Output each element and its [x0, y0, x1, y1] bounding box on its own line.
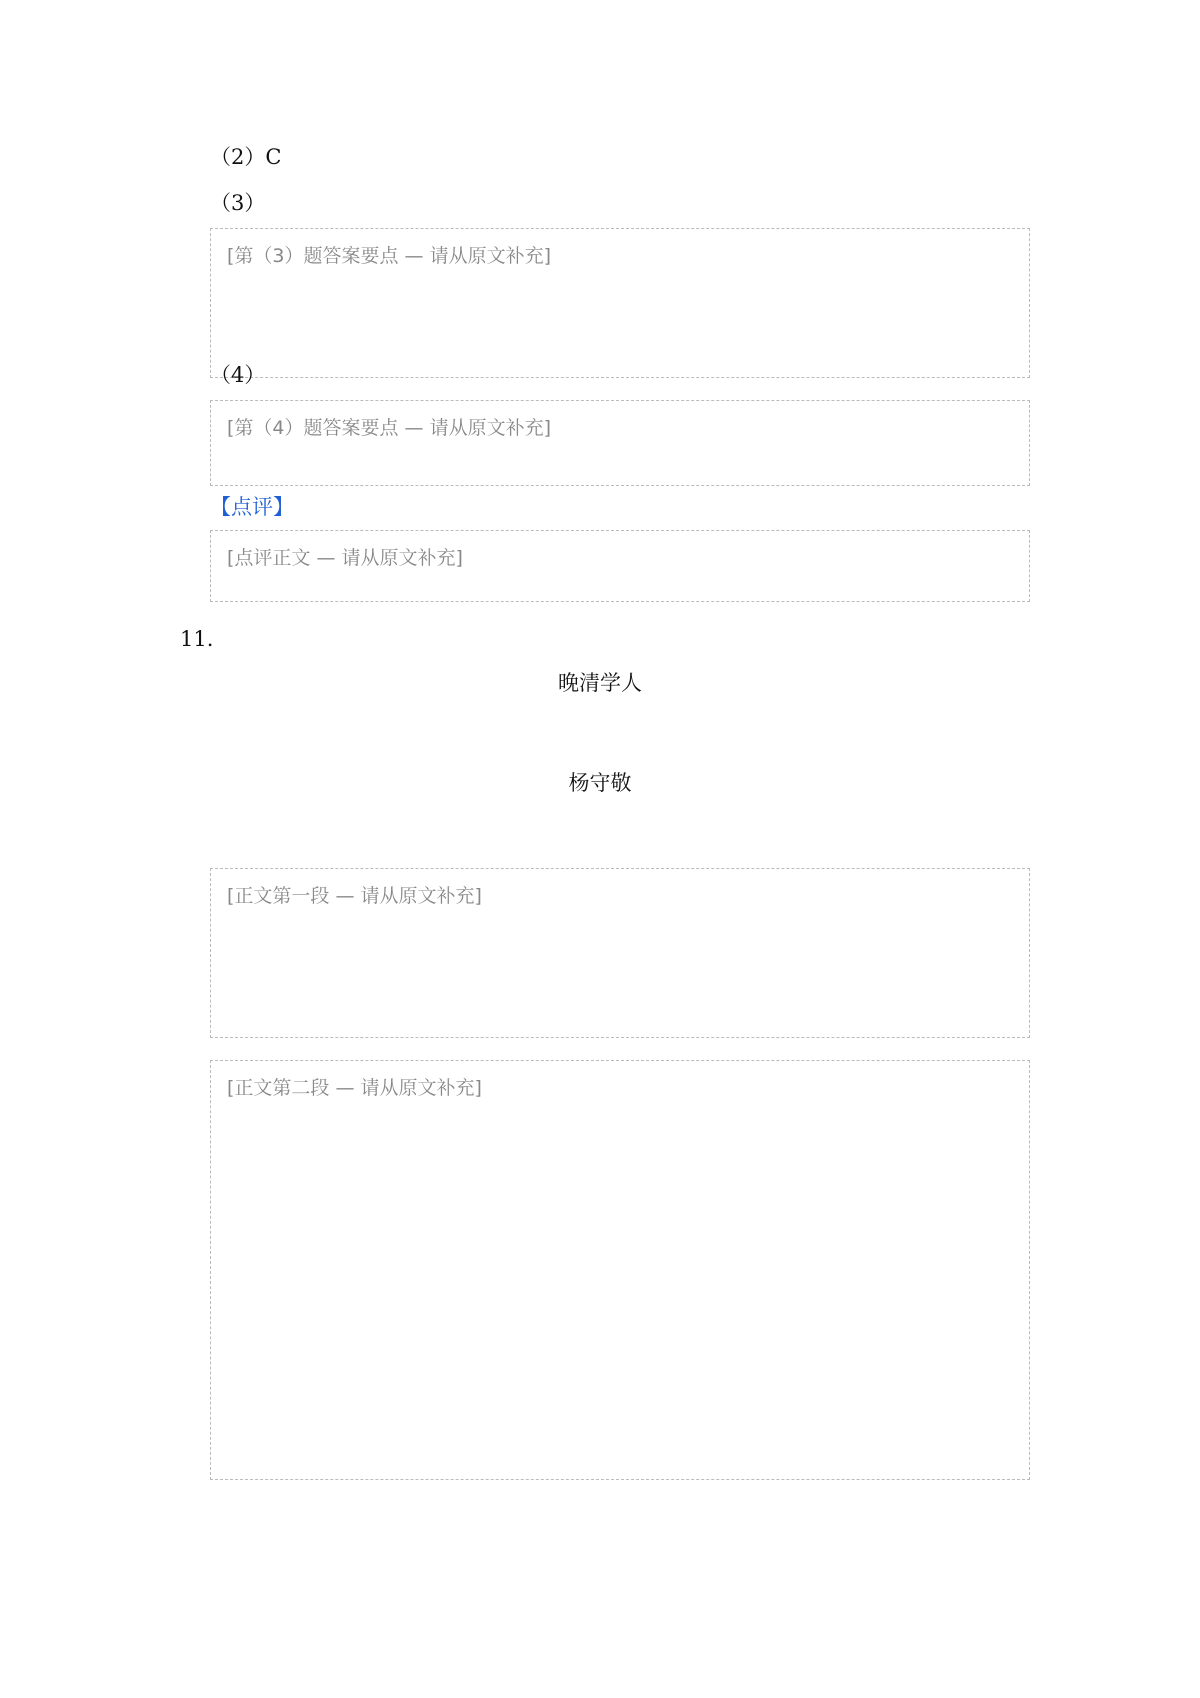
- passage-paragraph-2: [正文第二段 — 请从原文补充]: [210, 1060, 1030, 1480]
- answer-part-4-body: [第（4）题答案要点 — 请从原文补充]: [210, 400, 1030, 486]
- question-number: 11.: [180, 627, 214, 651]
- answer-part-4-label: （4）: [210, 363, 266, 387]
- answer-part-2: （2）C: [210, 145, 282, 169]
- comment-tag: 【点评】: [210, 495, 294, 519]
- passage-title: 晚清学人: [558, 671, 642, 695]
- answer-part-3-body: [第（3）题答案要点 — 请从原文补充]: [210, 228, 1030, 378]
- comment-body: [点评正文 — 请从原文补充]: [210, 530, 1030, 602]
- passage-paragraph-1: [正文第一段 — 请从原文补充]: [210, 868, 1030, 1038]
- passage-subtitle: 杨守敬: [568, 771, 632, 795]
- answer-part-3-label: （3）: [210, 191, 266, 215]
